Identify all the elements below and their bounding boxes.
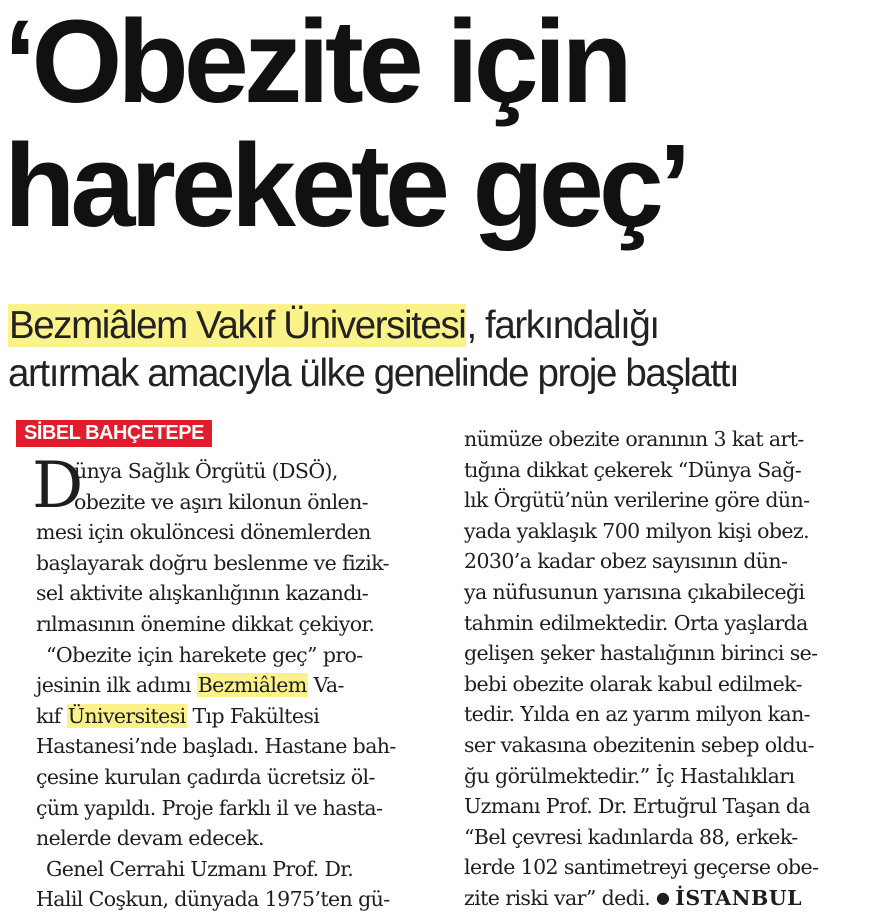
body-line: “Obezite için harekete geç” pro- [46, 642, 363, 667]
body-text: Va- [313, 673, 344, 698]
body-line: çesine kurulan çadırda ücretsiz öl- [36, 764, 375, 789]
headline-line-1: ‘Obezite için [4, 0, 628, 128]
body-line: Halil Coşkun, dünyada 1975’ten gü- [36, 887, 390, 912]
body-text: jesinin ilk adımı [36, 673, 197, 698]
author-byline: SİBEL BAHÇETEPE [16, 420, 212, 447]
body-line: obezite ve aşırı kilonun önlen- [74, 489, 369, 514]
headline-line-2: harekete geç’ [4, 120, 687, 252]
body-line: lık Örgütü’nün verilerine göre dün- [464, 488, 810, 513]
body-line: tığına dikkat çekerek “Dünya Sağ- [464, 457, 802, 482]
body-line: nelerde devam edecek. [36, 826, 264, 851]
body-line [36, 701, 436, 732]
body-line: gelişen şeker hastalığının birinci se- [464, 641, 818, 666]
deck-line-1-rest: , farkındalığı [466, 304, 659, 347]
bullet-icon: ● [655, 887, 670, 907]
body-line: çüm yapıldı. Proje farklı il ve hasta- [36, 795, 383, 820]
body-line: nümüze obezite oranının 3 kat art- [464, 427, 804, 451]
highlight-bezmialem: Bezmiâlem [197, 673, 307, 698]
body-line: başlayarak doğru beslenme ve fizik- [36, 550, 389, 575]
drop-cap: D [32, 449, 83, 523]
body-line: Uzmanı Prof. Dr. Ertuğrul Taşan da [464, 794, 810, 819]
headline [4, 0, 885, 252]
body-line: Genel Cerrahi Uzmanı Prof. Dr. [46, 856, 354, 881]
body-line: mesi için okulöncesi dönemlerden [36, 520, 371, 545]
left-column [32, 449, 436, 915]
deck-line-1 [8, 302, 894, 350]
body-line: “Bel çevresi kadınlarda 88, erkek- [464, 824, 798, 849]
deck-subheadline [8, 302, 894, 398]
body-line: sel aktivite alışkanlığının kazandı- [36, 581, 369, 606]
body-line: ya nüfusunun yarısına çıkabileceği [464, 579, 805, 604]
body-line: 2030’a kadar obez sayısının dün- [464, 549, 788, 574]
body-text: Tıp Fakültesi [186, 703, 320, 728]
highlight-universitesi: Üniversitesi [67, 703, 186, 728]
right-column [464, 424, 894, 914]
body-line: bebi obezite olarak kabul edilmek- [464, 671, 802, 696]
body-text: zite riski var” dedi. [464, 885, 656, 910]
dateline-city: İSTANBUL [675, 885, 803, 910]
deck-line-2: artırmak amacıyla ülke genelinde proje başlattı [8, 352, 739, 395]
deck-highlight: Bezmiâlem Vakıf Üniversitesi [9, 304, 466, 347]
body-line: tahmin edilmektedir. Orta yaşlarda [464, 610, 808, 635]
body-line: ğu görülmektedir.” İç Hastalıkları [464, 763, 795, 788]
body-line: tedir. Yılda en az yarım milyon kan- [464, 702, 811, 727]
body-line: lerde 102 santimetreyi geçerse obe- [464, 855, 819, 880]
body-line: ünya Sağlık Örgütü (DSÖ), [74, 459, 338, 483]
body-line [36, 670, 436, 701]
body-line [464, 883, 894, 914]
body-line: yada yaklaşık 700 milyon kişi obez. [464, 518, 810, 543]
body-line: rılmasının önemine dikkat çekiyor. [36, 611, 375, 636]
body-text: kıf [36, 703, 67, 728]
body-line: Hastanesi’nde başladı. Hastane bah- [36, 734, 396, 759]
body-line: ser vakasına obezitenin sebep oldu- [464, 732, 814, 757]
